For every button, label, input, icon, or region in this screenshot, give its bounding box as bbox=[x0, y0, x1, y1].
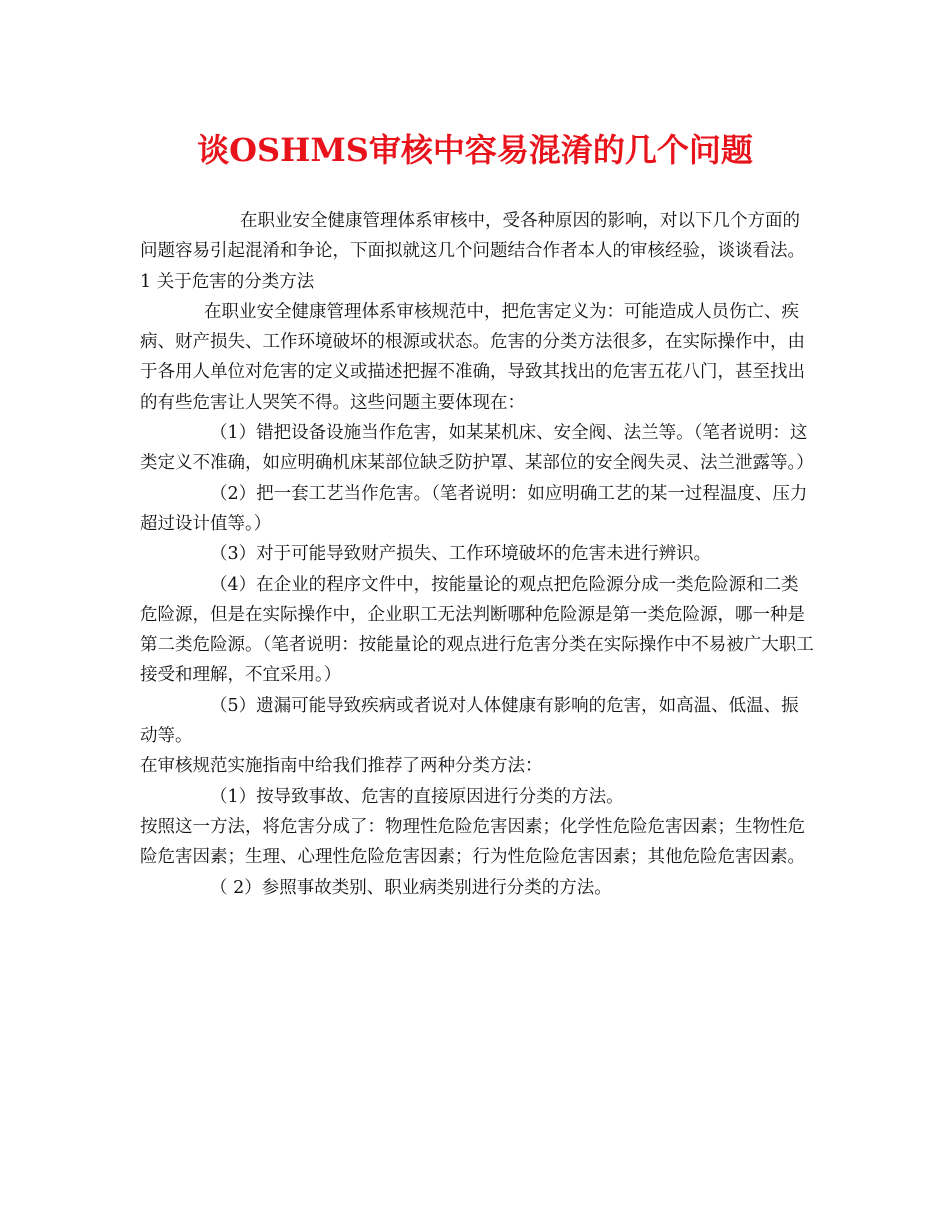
method-1-description: 按照这一方法，将危害分成了：物理性危险危害因素；化学性危险危害因素；生物性危险危害因素；生理、心理性危险危害因素；行为性危险危害因素；其他危险危害因素。 bbox=[140, 816, 805, 868]
list-item-5: （5）遗漏可能导致疾病或者说对人体健康有影响的危害，如高温、低温、振动等。 bbox=[140, 695, 799, 747]
list-item-1: （1）错把设备设施当作危害，如某某机床、安全阀、法兰等。（笔者说明：这类定义不准确，如应明确机床某部位缺乏防护罩、某部位的安全阀失灵、法兰泄露等。） bbox=[140, 423, 814, 474]
definition-paragraph: 在职业安全健康管理体系审核规范中，把危害定义为：可能造成人员伤亡、疾病、财产损失、工作环境破坏的根源或状态。危害的分类方法很多，在实际操作中，由于各用人单位对危害的定义或描述把握不准确，导致其找出的危害五花八门，甚至找出的有些危害让人哭笑不得。这些问题主要体现在： bbox=[140, 301, 805, 413]
section-heading-1: 1 关于危害的分类方法 bbox=[140, 271, 315, 292]
intro-paragraph: 在职业安全健康管理体系审核中，受各种原因的影响，对以下几个方面的问题容易引起混淆和争论，下面拟就这几个问题结合作者本人的审核经验，谈谈看法。 bbox=[140, 211, 805, 262]
document-title: 谈OSHMS审核中容易混淆的几个问题 bbox=[197, 131, 753, 169]
document-body bbox=[140, 206, 815, 903]
guide-paragraph: 在审核规范实施指南中给我们推荐了两种分类方法： bbox=[140, 756, 543, 777]
list-item-2: （2）把一套工艺当作危害。（笔者说明：如应明确工艺的某一过程温度、压力超过设计值等。） bbox=[140, 483, 808, 534]
method-2-heading: （ 2）参照事故类别、职业病类别进行分类的方法。 bbox=[210, 877, 612, 898]
method-1-heading: （1）按导致事故、危害的直接原因进行分类的方法。 bbox=[210, 786, 624, 807]
list-item-3: （3）对于可能导致财产损失、工作环境破坏的危害未进行辨识。 bbox=[210, 544, 712, 565]
list-item-4: （4）在企业的程序文件中，按能量论的观点把危险源分成一类危险源和二类危险源，但是在实际操作中，企业职工无法判断哪种危险源是第一类危险源，哪一种是第二类危险源。（笔者说明：按能量论的观点进行危害分类在实际操作中不易被广大职工接受和理解，不宜采用。） bbox=[140, 574, 814, 686]
